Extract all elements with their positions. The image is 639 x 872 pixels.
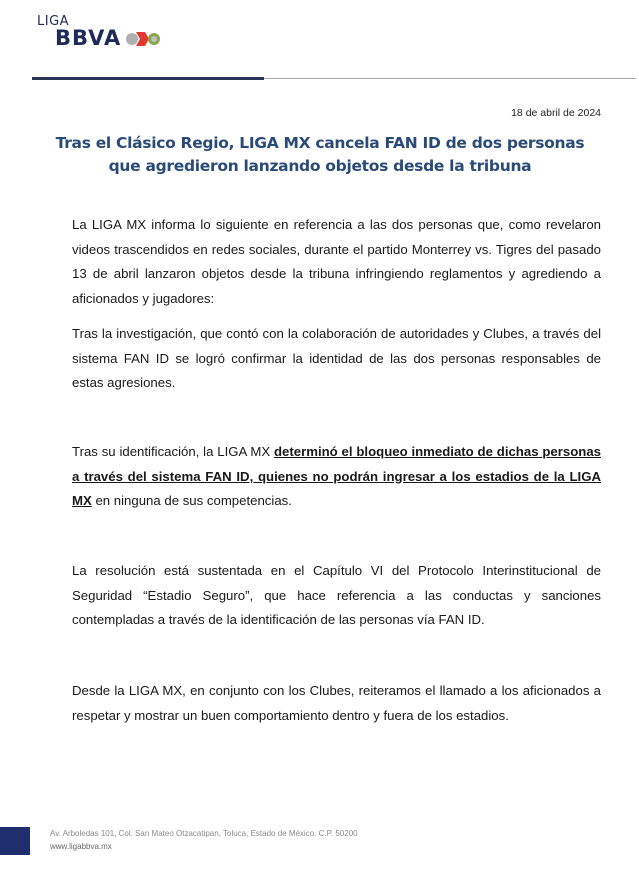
liga-mx-logo-icon [125,28,161,50]
paragraph-5: Desde la LIGA MX, en conjunto con los Clubes, reiteramos el llamado a los aficionados a respetar y mostrar un buen comportamiento dentro y fuera de los estadios. [72,683,601,723]
footer-website-link[interactable]: www.ligabbva.mx [50,842,112,851]
paragraph-3-intro: Tras su identificación, la LIGA MX [72,444,274,459]
logo-liga-text: LIGA [37,14,70,29]
logo-bbva-text: BBVA [55,26,122,50]
document-date: 18 de abril de 2024 [511,107,601,119]
paragraph-3-emphasis: determinó el bloqueo inmediato de dichas personas a través del sistema FAN ID, quienes no podrán ingresar a los estadios de la LIGA MX [72,444,601,508]
liga-bbva-logo [37,14,167,54]
footer-color-block [0,827,30,855]
header-divider-thick [32,77,264,80]
paragraph-2: Tras la investigación, que contó con la colaboración de autoridades y Clubes, a través del sistema FAN ID se logró confirmar la identidad de las dos personas responsables de estas agresiones. [72,326,601,390]
footer-address: Av. Arboledas 101, Col. San Mateo Otzacatipan, Toluca, Estado de México. C.P. 50200 [50,829,358,838]
document-title: Tras el Clásico Regio, LIGA MX cancela FAN ID de dos personas que agredieron lanzando objetos desde la tribuna [55,134,585,175]
paragraph-3 [72,440,601,514]
paragraph-3-outro: en ninguna de sus competencias. [91,493,292,508]
paragraph-1: La LIGA MX informa lo siguiente en referencia a las dos personas que, como revelaron videos trascendidos en redes sociales, durante el partido Monterrey vs. Tigres del pasado 13 de abril lanzaron objetos desde la tribuna infringiendo reglamentos y agrediendo a aficionados y jugadores: [72,217,601,306]
header-divider-thin [264,78,636,79]
paragraph-4: La resolución está sustentada en el Capítulo VI del Protocolo Interinstitucional de Seguridad “Estadio Seguro”, que hace referencia a las conductas y sanciones contempladas a través de la identificación de las personas vía FAN ID. [72,563,601,627]
